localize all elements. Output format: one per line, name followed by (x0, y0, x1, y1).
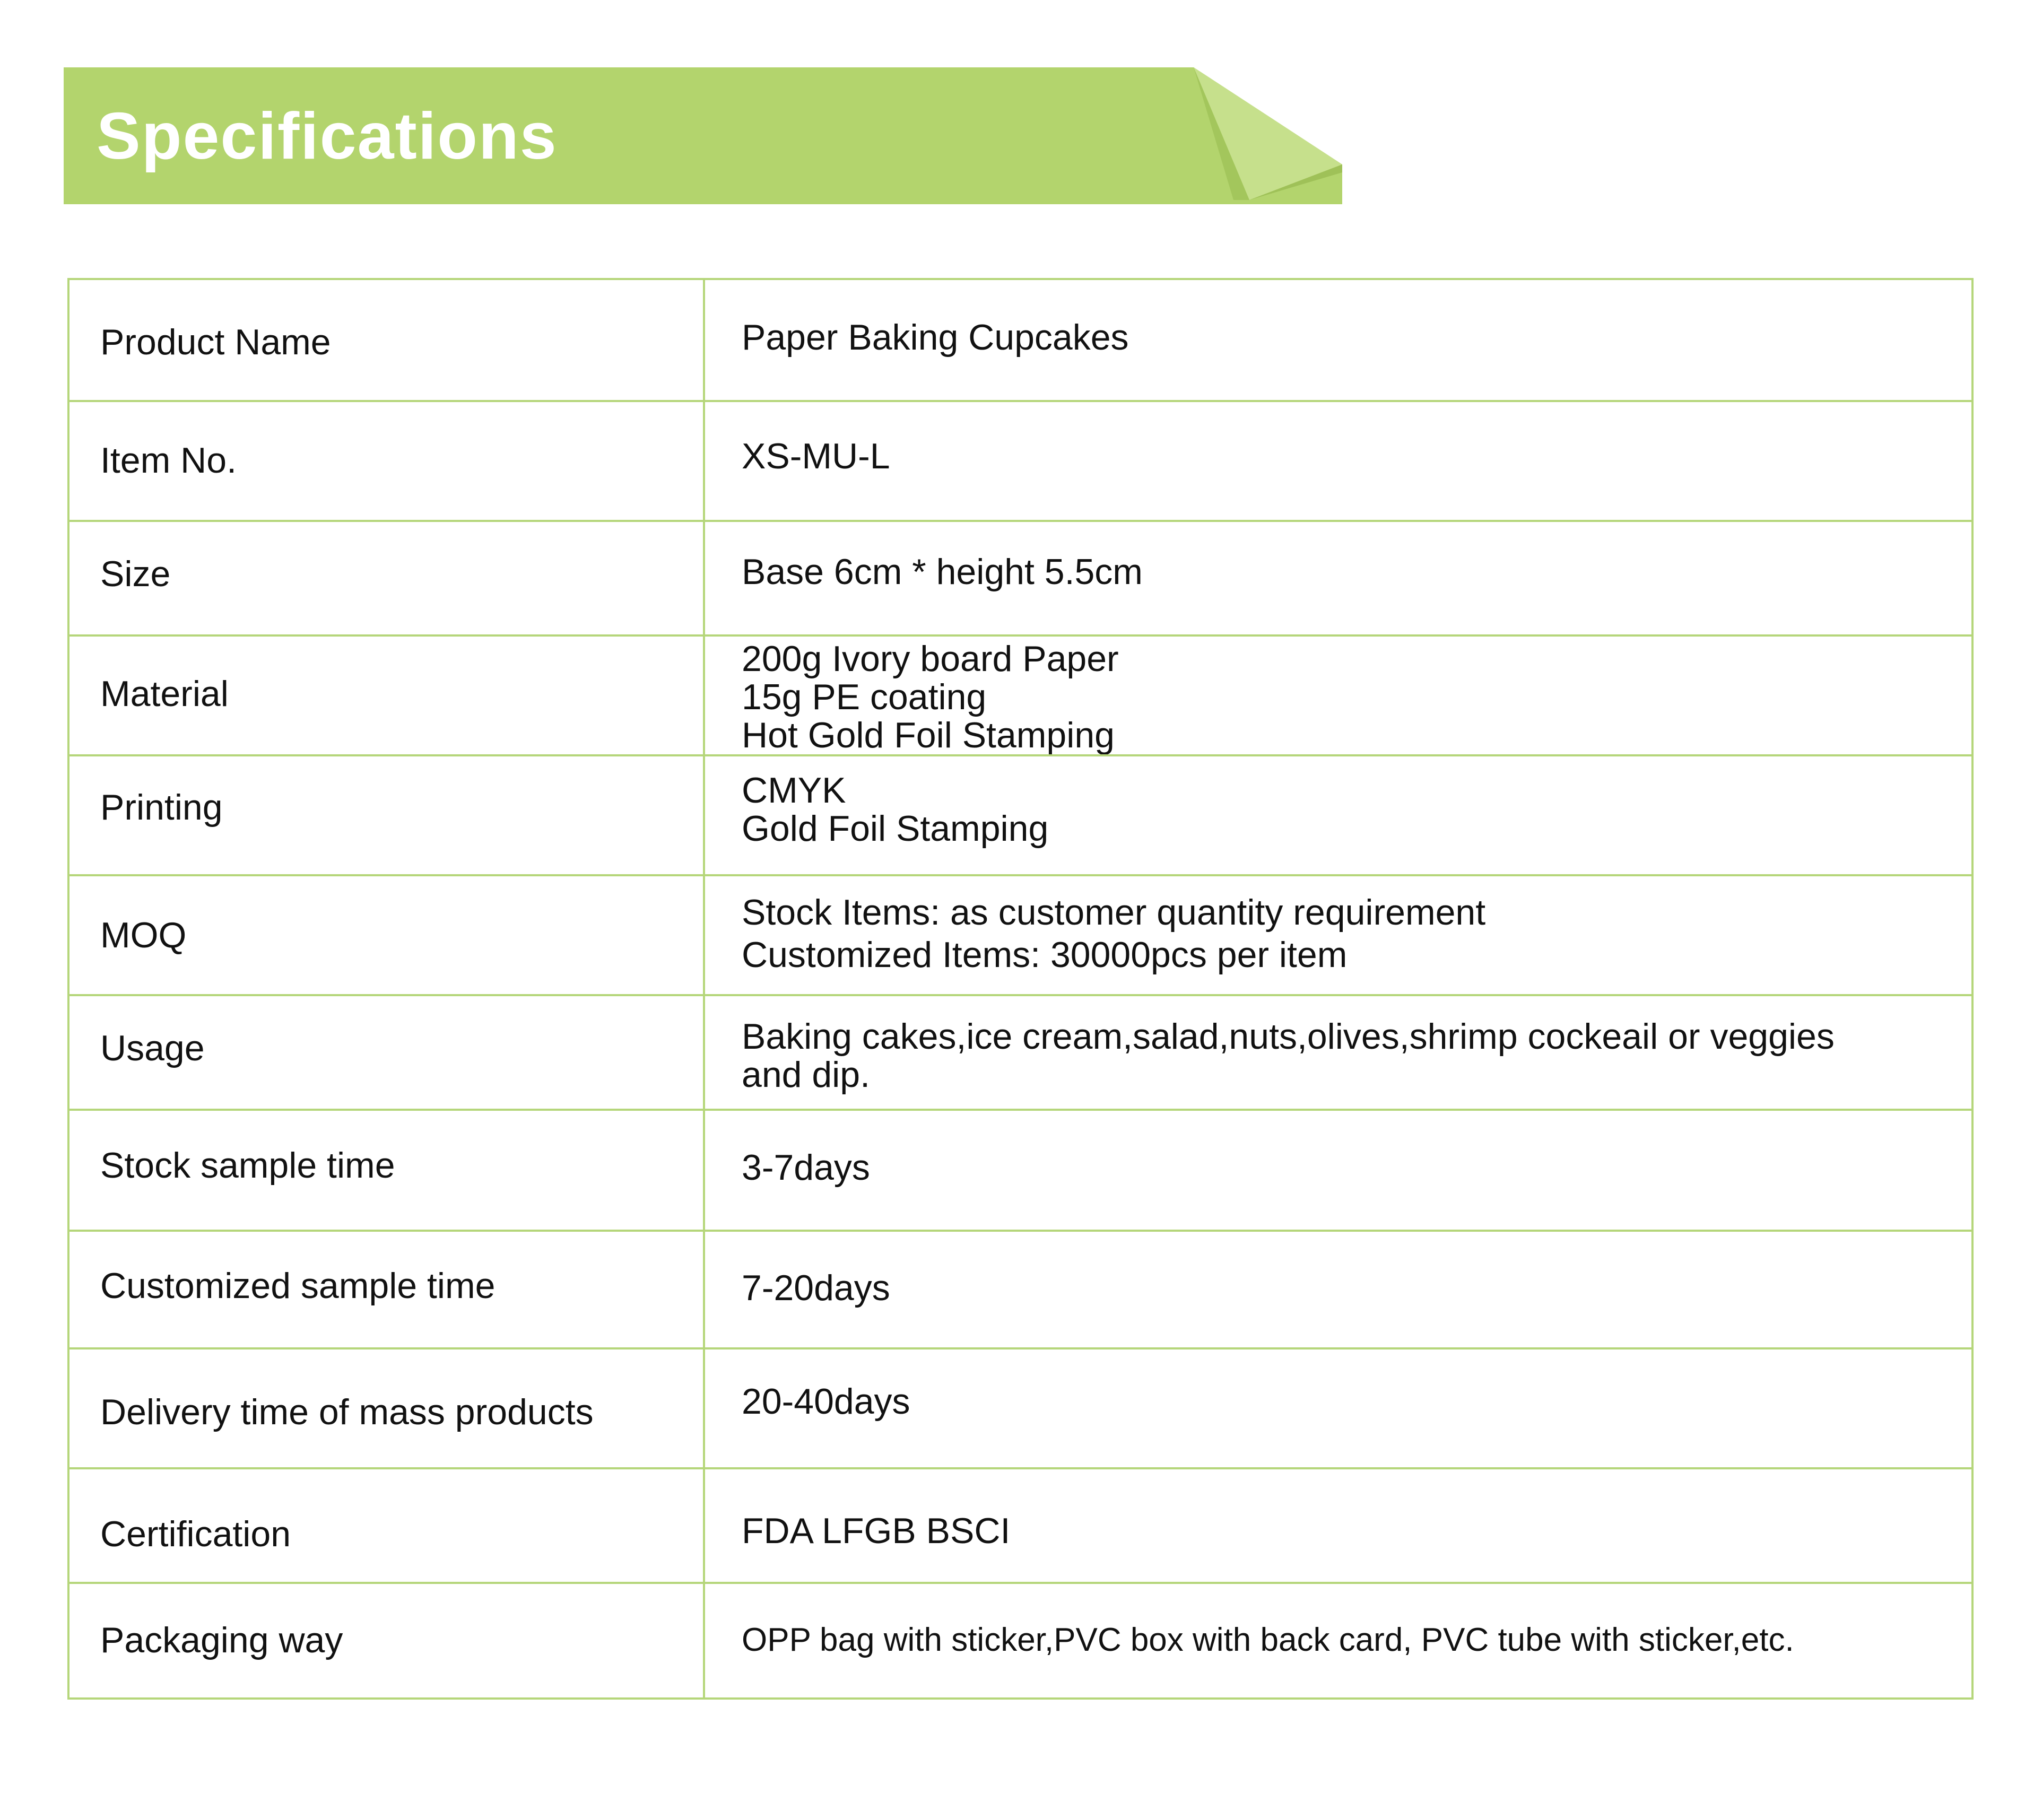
value-line: OPP bag with sticker,PVC box with back card, PVC tube with sticker,etc. (742, 1622, 1794, 1658)
table-row (69, 1230, 1971, 1347)
row-value (742, 1621, 1794, 1659)
row-label: Product Name (100, 322, 331, 362)
row-value (742, 1512, 1010, 1550)
table-row (69, 1109, 1971, 1230)
value-line: and dip. (742, 1055, 870, 1095)
value-line: XS-MU-L (742, 436, 890, 476)
value-line: 15g PE coating (742, 677, 987, 717)
table-row (69, 400, 1971, 520)
row-label: Packaging way (100, 1620, 343, 1660)
row-value (742, 891, 1485, 976)
value-line: 7-20days (742, 1268, 890, 1308)
column-divider (703, 280, 705, 1697)
value-line: Gold Foil Stamping (742, 808, 1049, 849)
value-line: 200g Ivory board Paper (742, 639, 1119, 679)
page-title: Specifications (97, 100, 558, 173)
table-row (69, 280, 1971, 400)
row-label: Certification (100, 1514, 291, 1554)
value-line: CMYK (742, 770, 846, 811)
table-row (69, 874, 1971, 994)
specifications-banner (64, 67, 1342, 204)
row-label: Customized sample time (100, 1266, 496, 1306)
table-row (69, 520, 1971, 634)
row-value (742, 553, 1143, 591)
table-row (69, 994, 1971, 1109)
row-label: MOQ (100, 915, 187, 955)
table-row (69, 754, 1971, 874)
row-value (742, 318, 1129, 356)
table-row (69, 1467, 1971, 1582)
row-value (742, 1017, 1835, 1094)
value-line: Paper Baking Cupcakes (742, 317, 1129, 358)
row-label: Stock sample time (100, 1145, 395, 1186)
value-line: FDA LFGB BSCI (742, 1511, 1011, 1551)
row-value (742, 640, 1119, 754)
specifications-table (67, 278, 1974, 1700)
row-value (742, 771, 1048, 848)
row-label: Item No. (100, 440, 237, 481)
row-label: Usage (100, 1028, 205, 1068)
row-label: Material (100, 674, 229, 714)
value-line: Hot Gold Foil Stamping (742, 715, 1115, 755)
row-label: Delivery time of mass products (100, 1392, 594, 1432)
value-line: Base 6cm * height 5.5cm (742, 552, 1143, 592)
value-line: 20-40days (742, 1381, 910, 1422)
value-line: Baking cakes,ice cream,salad,nuts,olives,shrimp cockeail or veggies (742, 1016, 1835, 1057)
row-label: Printing (100, 787, 223, 828)
value-line: Stock Items: as customer quantity requirement (742, 892, 1486, 933)
table-row (69, 634, 1971, 754)
table-row (69, 1347, 1971, 1467)
row-value (742, 1148, 870, 1187)
row-value (742, 437, 890, 475)
row-label: Size (100, 554, 171, 594)
table-row (69, 1582, 1971, 1702)
row-value (742, 1269, 890, 1307)
value-line: Customized Items: 30000pcs per item (742, 935, 1348, 975)
value-line: 3-7days (742, 1147, 870, 1188)
row-value (742, 1382, 910, 1421)
